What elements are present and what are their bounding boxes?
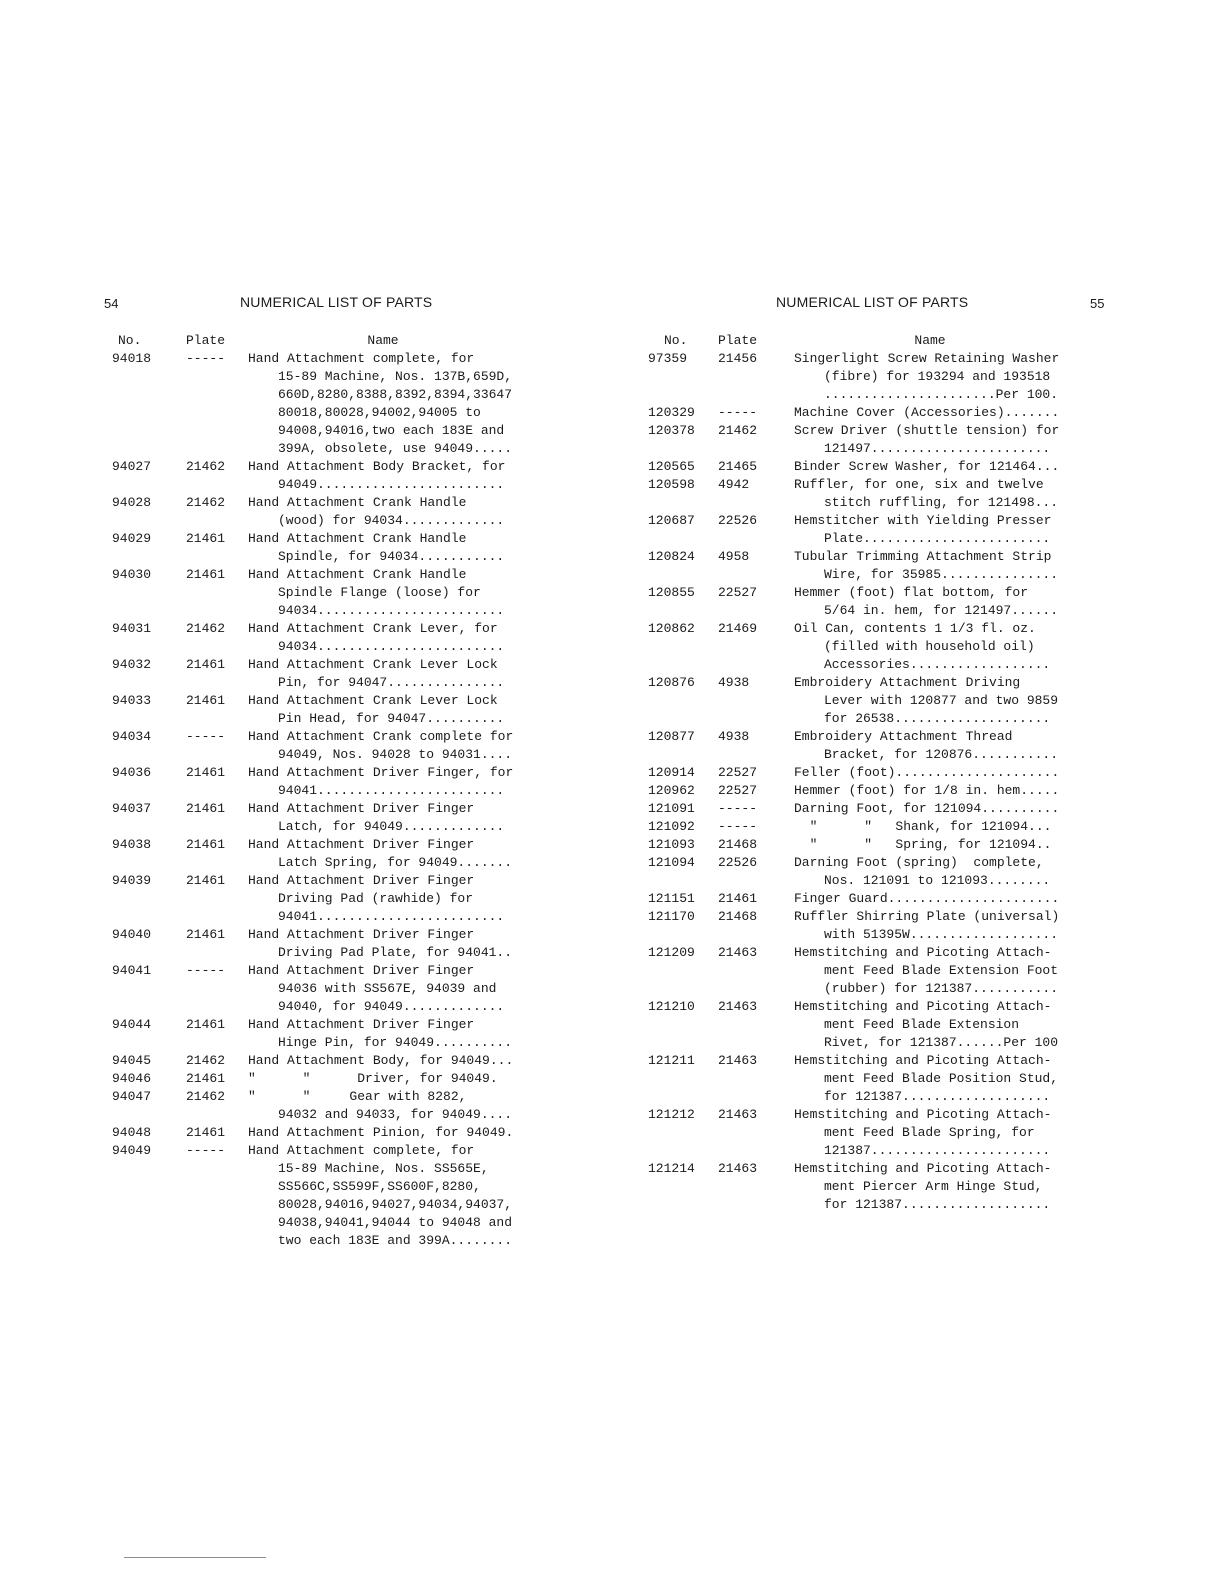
part-name-line: 94038,94041,94044 to 94048 and — [278, 1215, 513, 1230]
part-name-line: Hand Attachment Driver Finger — [248, 801, 475, 816]
table-row — [104, 1088, 518, 1124]
part-number: 94037 — [112, 801, 152, 816]
table-row — [644, 908, 1066, 944]
table-row — [644, 944, 1066, 998]
part-name-line: Hemstitching and Picoting Attach- — [794, 999, 1052, 1014]
part-number: 94038 — [112, 837, 152, 852]
part-name-line: " " Shank, for 121094... — [794, 819, 1052, 834]
table-row — [104, 530, 518, 566]
part-name-line: stitch ruffling, for 121498... — [824, 495, 1059, 510]
part-name — [248, 1052, 518, 1070]
part-name — [248, 962, 518, 1016]
part-number: 94044 — [112, 1017, 152, 1032]
part-name — [248, 1142, 518, 1250]
table-row — [644, 782, 1066, 800]
table-row — [104, 1052, 518, 1070]
part-name — [794, 476, 1066, 512]
part-name-line: 121387....................... — [824, 1143, 1051, 1158]
part-name-line: Hemstitching and Picoting Attach- — [794, 1161, 1052, 1176]
part-name — [248, 692, 518, 728]
part-name — [794, 1160, 1066, 1214]
part-number: 121094 — [648, 855, 695, 870]
part-number: 121214 — [648, 1161, 695, 1176]
header-name: Name — [914, 333, 946, 348]
part-name-line: " " Driver, for 94049. — [248, 1071, 498, 1086]
part-name-line: 94032 and 94033, for 94049.... — [278, 1107, 513, 1122]
part-name-line: two each 183E and 399A........ — [278, 1233, 513, 1248]
plate-number: 21461 — [186, 873, 226, 888]
part-number: 121092 — [648, 819, 695, 834]
header-no: No. — [118, 333, 142, 348]
part-name-line: Ruffler Shirring Plate (universal) — [794, 909, 1060, 924]
table-row — [644, 1160, 1066, 1214]
part-name — [248, 620, 518, 656]
plate-number: ----- — [718, 801, 758, 816]
part-name-line: Latch, for 94049............. — [278, 819, 505, 834]
plate-number: 21462 — [186, 459, 226, 474]
part-number: 94032 — [112, 657, 152, 672]
part-name-line: Hand Attachment Crank Lever Lock — [248, 693, 498, 708]
part-name-line: Hand Attachment Crank Handle — [248, 531, 467, 546]
part-number: 121210 — [648, 999, 695, 1014]
plate-number: 21463 — [718, 945, 758, 960]
part-name — [794, 422, 1066, 458]
part-name — [794, 944, 1066, 998]
part-name — [794, 800, 1066, 818]
part-number: 94047 — [112, 1089, 152, 1104]
table-row — [644, 548, 1066, 584]
table-row — [104, 494, 518, 530]
page-title: NUMERICAL LIST OF PARTS — [240, 294, 433, 310]
plate-number: 22526 — [718, 855, 758, 870]
part-name — [794, 890, 1066, 908]
table-body — [104, 350, 518, 1250]
page-number: 55 — [1090, 296, 1105, 311]
header-plate: Plate — [718, 333, 758, 348]
table-row — [644, 836, 1066, 854]
part-number: 94040 — [112, 927, 152, 942]
plate-number: 21462 — [186, 1053, 226, 1068]
table-row — [644, 764, 1066, 782]
plate-number: 21468 — [718, 909, 758, 924]
part-number: 121211 — [648, 1053, 695, 1068]
plate-number: 21461 — [186, 837, 226, 852]
part-number: 94046 — [112, 1071, 152, 1086]
part-name — [248, 494, 518, 530]
table-row — [104, 728, 518, 764]
part-number: 120329 — [648, 405, 695, 420]
table-row — [104, 1142, 518, 1250]
part-number: 120862 — [648, 621, 695, 636]
plate-number: 21456 — [718, 351, 758, 366]
part-number: 120687 — [648, 513, 695, 528]
part-name-line: Rivet, for 121387......Per 100 — [824, 1035, 1059, 1050]
plate-number: 22527 — [718, 765, 758, 780]
part-name-line: 399A, obsolete, use 94049..... — [278, 441, 513, 456]
part-name-line: 94041........................ — [278, 783, 505, 798]
part-name — [248, 800, 518, 836]
part-number: 120598 — [648, 477, 695, 492]
part-number: 97359 — [648, 351, 688, 366]
plate-number: ----- — [186, 1143, 226, 1158]
footer-rule — [124, 1557, 266, 1558]
part-name — [248, 1124, 518, 1142]
table-row — [644, 584, 1066, 620]
part-name-line: Hand Attachment Driver Finger, for — [248, 765, 514, 780]
part-name — [248, 926, 518, 962]
table-row — [644, 620, 1066, 674]
part-number: 94033 — [112, 693, 152, 708]
page-number: 54 — [104, 296, 119, 311]
part-name-line: Lever with 120877 and two 9859 — [824, 693, 1059, 708]
part-number: 121151 — [648, 891, 695, 906]
part-name-line: Hand Attachment Crank Lever Lock — [248, 657, 498, 672]
part-name-line: (fibre) for 193294 and 193518 — [824, 369, 1051, 384]
plate-number: 4938 — [718, 675, 750, 690]
plate-number: ----- — [186, 729, 226, 744]
plate-number: 21462 — [718, 423, 758, 438]
table-row — [104, 836, 518, 872]
plate-number: 22527 — [718, 783, 758, 798]
part-name-line: " " Gear with 8282, — [248, 1089, 467, 1104]
plate-number: 21461 — [186, 1125, 226, 1140]
part-name — [248, 656, 518, 692]
part-number: 94045 — [112, 1053, 152, 1068]
table-header — [644, 332, 1066, 349]
part-name-line: Oil Can, contents 1 1/3 fl. oz. — [794, 621, 1036, 636]
part-name-line: Hand Attachment complete, for — [248, 1143, 475, 1158]
part-name — [794, 908, 1066, 944]
part-name-line: Pin Head, for 94047.......... — [278, 711, 505, 726]
table-row — [644, 404, 1066, 422]
part-number: 94041 — [112, 963, 152, 978]
part-name-line: (rubber) for 121387........... — [824, 981, 1059, 996]
part-name-line: Hand Attachment complete, for — [248, 351, 475, 366]
part-name — [794, 1106, 1066, 1160]
part-name-line: Embroidery Attachment Driving — [794, 675, 1021, 690]
part-number: 120877 — [648, 729, 695, 744]
part-name-line: 94034........................ — [278, 603, 505, 618]
part-name-line: Hand Attachment Driver Finger — [248, 927, 475, 942]
part-name-line: Hemstitching and Picoting Attach- — [794, 945, 1052, 960]
plate-number: 21461 — [186, 567, 226, 582]
part-name-line: Driving Pad Plate, for 94041.. — [278, 945, 513, 960]
part-name-line: 660D,8280,8388,8392,8394,33647 — [278, 387, 513, 402]
part-number: 94049 — [112, 1143, 152, 1158]
part-name-line: Hemmer (foot) flat bottom, for — [794, 585, 1029, 600]
plate-number: 21465 — [718, 459, 758, 474]
part-name — [248, 728, 518, 764]
part-name-line: Hand Attachment Body, for 94049... — [248, 1053, 514, 1068]
part-name-line: Hand Attachment Crank complete for — [248, 729, 514, 744]
part-number: 120855 — [648, 585, 695, 600]
part-name-line: Hand Attachment Driver Finger — [248, 837, 475, 852]
table-row — [104, 1016, 518, 1052]
part-number: 121091 — [648, 801, 695, 816]
header-plate: Plate — [186, 333, 226, 348]
parts-table — [644, 332, 1066, 1214]
table-row — [644, 512, 1066, 548]
page-title: NUMERICAL LIST OF PARTS — [776, 294, 969, 310]
table-row — [104, 692, 518, 728]
part-name-line: Pin, for 94047............... — [278, 675, 505, 690]
part-name-line: ment Feed Blade Extension Foot — [824, 963, 1059, 978]
part-name — [794, 350, 1066, 404]
plate-number: 21462 — [186, 495, 226, 510]
part-number: 94048 — [112, 1125, 152, 1140]
plate-number: 21463 — [718, 1107, 758, 1122]
part-name-line: with 51395W................... — [824, 927, 1059, 942]
plate-number: 21468 — [718, 837, 758, 852]
part-number: 121212 — [648, 1107, 695, 1122]
part-name-line: Hemstitcher with Yielding Presser — [794, 513, 1052, 528]
plate-number: 21461 — [186, 765, 226, 780]
part-name-line: ment Feed Blade Extension — [824, 1017, 1020, 1032]
part-name-line: 15-89 Machine, Nos. 137B,659D, — [278, 369, 513, 384]
table-row — [644, 728, 1066, 764]
plate-number: 21469 — [718, 621, 758, 636]
plate-number: ----- — [718, 405, 758, 420]
part-name-line: 94041........................ — [278, 909, 505, 924]
part-number: 94029 — [112, 531, 152, 546]
table-row — [644, 818, 1066, 836]
plate-number: 21461 — [186, 1017, 226, 1032]
part-number: 121093 — [648, 837, 695, 852]
table-row — [644, 674, 1066, 728]
part-name-line: Tubular Trimming Attachment Strip — [794, 549, 1052, 564]
part-name-line: 15-89 Machine, Nos. SS565E, — [278, 1161, 489, 1176]
part-number: 120914 — [648, 765, 695, 780]
plate-number: 21461 — [186, 1071, 226, 1086]
part-name — [248, 1070, 518, 1088]
plate-number: 21461 — [186, 531, 226, 546]
part-name-line: for 121387................... — [824, 1089, 1051, 1104]
plate-number: 21463 — [718, 1053, 758, 1068]
part-name-line: 121497....................... — [824, 441, 1051, 456]
part-number: 120565 — [648, 459, 695, 474]
plate-number: 21461 — [186, 927, 226, 942]
part-name-line: (filled with household oil) — [824, 639, 1035, 654]
part-name-line: Screw Driver (shuttle tension) for — [794, 423, 1060, 438]
part-number: 94039 — [112, 873, 152, 888]
part-number: 94036 — [112, 765, 152, 780]
part-name-line: Hand Attachment Crank Lever, for — [248, 621, 498, 636]
part-number: 120962 — [648, 783, 695, 798]
parts-table — [104, 332, 518, 1250]
part-name-line: Binder Screw Washer, for 121464... — [794, 459, 1060, 474]
part-name-line: Accessories.................. — [824, 657, 1051, 672]
part-name — [794, 764, 1066, 782]
plate-number: 21461 — [186, 657, 226, 672]
part-name-line: Latch Spring, for 94049....... — [278, 855, 513, 870]
part-name-line: Feller (foot)..................... — [794, 765, 1060, 780]
part-name-line: Hand Attachment Driver Finger — [248, 873, 475, 888]
part-name-line: 94049........................ — [278, 477, 505, 492]
table-row — [644, 350, 1066, 404]
part-number: 94034 — [112, 729, 152, 744]
part-name-line: Hand Attachment Pinion, for 94049. — [248, 1125, 514, 1140]
table-row — [644, 422, 1066, 458]
part-number: 94027 — [112, 459, 152, 474]
plate-number: 21463 — [718, 1161, 758, 1176]
part-name — [248, 530, 518, 566]
table-body — [644, 350, 1066, 1214]
table-row — [644, 1106, 1066, 1160]
table-row — [104, 872, 518, 926]
part-name-line: Machine Cover (Accessories)....... — [794, 405, 1060, 420]
part-name-line: Driving Pad (rawhide) for — [278, 891, 474, 906]
plate-number: ----- — [186, 351, 226, 366]
table-row — [644, 854, 1066, 890]
part-name-line: Darning Foot, for 121094.......... — [794, 801, 1060, 816]
part-number: 120876 — [648, 675, 695, 690]
part-name — [248, 350, 518, 458]
part-name-line: Hand Attachment Driver Finger — [248, 963, 475, 978]
part-name-line: Hand Attachment Crank Handle — [248, 567, 467, 582]
part-number: 94018 — [112, 351, 152, 366]
part-name-line: Finger Guard...................... — [794, 891, 1060, 906]
plate-number: 21461 — [718, 891, 758, 906]
part-name-line: (wood) for 94034............. — [278, 513, 505, 528]
part-name — [794, 404, 1066, 422]
part-name — [248, 1016, 518, 1052]
plate-number: 21462 — [186, 621, 226, 636]
part-name-line: Spindle, for 94034........... — [278, 549, 505, 564]
table-row — [104, 458, 518, 494]
table-row — [104, 566, 518, 620]
part-name-line: 94049, Nos. 94028 to 94031.... — [278, 747, 513, 762]
part-name — [794, 998, 1066, 1052]
table-row — [104, 1124, 518, 1142]
part-name — [794, 584, 1066, 620]
part-name-line: ment Piercer Arm Hinge Stud, — [824, 1179, 1043, 1194]
part-name-line: Spindle Flange (loose) for — [278, 585, 481, 600]
part-name-line: Hand Attachment Crank Handle — [248, 495, 467, 510]
part-name — [794, 1052, 1066, 1106]
plate-number: ----- — [718, 819, 758, 834]
part-name-line: Ruffler, for one, six and twelve — [794, 477, 1044, 492]
table-row — [644, 800, 1066, 818]
table-row — [644, 458, 1066, 476]
part-name-line: 94036 with SS567E, 94039 and — [278, 981, 497, 996]
table-row — [104, 764, 518, 800]
part-name-line: SS566C,SS599F,SS600F,8280, — [278, 1179, 481, 1194]
part-name-line: Hemstitching and Picoting Attach- — [794, 1053, 1052, 1068]
part-number: 121170 — [648, 909, 695, 924]
part-name-line: Hinge Pin, for 94049.......... — [278, 1035, 513, 1050]
part-name — [794, 818, 1066, 836]
part-name-line: for 26538.................... — [824, 711, 1051, 726]
part-name-line: 94034........................ — [278, 639, 505, 654]
header-no: No. — [664, 333, 688, 348]
part-name — [794, 458, 1066, 476]
part-name — [248, 1088, 518, 1124]
part-name-line: 94008,94016,two each 183E and — [278, 423, 505, 438]
part-name-line: Darning Foot (spring) complete, — [794, 855, 1044, 870]
part-name-line: " " Spring, for 121094.. — [794, 837, 1052, 852]
part-name — [794, 782, 1066, 800]
plate-number: 4958 — [718, 549, 750, 564]
part-name-line: Plate........................ — [824, 531, 1051, 546]
table-row — [104, 656, 518, 692]
part-number: 121209 — [648, 945, 695, 960]
part-name-line: Hand Attachment Driver Finger — [248, 1017, 475, 1032]
part-name — [248, 764, 518, 800]
part-name-line: Wire, for 35985............... — [824, 567, 1059, 582]
plate-number: 21463 — [718, 999, 758, 1014]
table-row — [104, 620, 518, 656]
plate-number: 21461 — [186, 801, 226, 816]
part-name-line: 5/64 in. hem, for 121497...... — [824, 603, 1059, 618]
part-name — [794, 512, 1066, 548]
part-name-line: ......................Per 100. — [824, 387, 1059, 402]
table-row — [104, 1070, 518, 1088]
table-row — [644, 1052, 1066, 1106]
plate-number: 21462 — [186, 1089, 226, 1104]
part-number: 94031 — [112, 621, 152, 636]
plate-number: ----- — [186, 963, 226, 978]
part-name — [248, 566, 518, 620]
part-name-line: Hand Attachment Body Bracket, for — [248, 459, 506, 474]
table-row — [104, 350, 518, 458]
part-name-line: ment Feed Blade Position Stud, — [824, 1071, 1059, 1086]
table-row — [644, 998, 1066, 1052]
plate-number: 21461 — [186, 693, 226, 708]
table-row — [104, 800, 518, 836]
part-name-line: Singerlight Screw Retaining Washer — [794, 351, 1060, 366]
part-name — [794, 836, 1066, 854]
part-name — [794, 854, 1066, 890]
part-number: 94030 — [112, 567, 152, 582]
part-number: 120378 — [648, 423, 695, 438]
table-header — [104, 332, 518, 349]
part-name — [248, 458, 518, 494]
part-name-line: 80028,94016,94027,94034,94037, — [278, 1197, 513, 1212]
part-name — [794, 548, 1066, 584]
part-name-line: Hemmer (foot) for 1/8 in. hem..... — [794, 783, 1060, 798]
table-row — [104, 962, 518, 1016]
part-number: 120824 — [648, 549, 695, 564]
plate-number: 22527 — [718, 585, 758, 600]
table-row — [104, 926, 518, 962]
part-name — [794, 620, 1066, 674]
plate-number: 4942 — [718, 477, 750, 492]
part-name — [794, 674, 1066, 728]
part-name-line: 80018,80028,94002,94005 to — [278, 405, 481, 420]
part-name-line: Embroidery Attachment Thread — [794, 729, 1013, 744]
header-name: Name — [367, 333, 399, 348]
part-number: 94028 — [112, 495, 152, 510]
part-name-line: Hemstitching and Picoting Attach- — [794, 1107, 1052, 1122]
plate-number: 4938 — [718, 729, 750, 744]
part-name — [794, 728, 1066, 764]
part-name — [248, 836, 518, 872]
table-row — [644, 476, 1066, 512]
part-name-line: Bracket, for 120876........... — [824, 747, 1059, 762]
plate-number: 22526 — [718, 513, 758, 528]
part-name-line: ment Feed Blade Spring, for — [824, 1125, 1035, 1140]
table-row — [644, 890, 1066, 908]
part-name-line: 94040, for 94049............. — [278, 999, 505, 1014]
part-name-line: Nos. 121091 to 121093........ — [824, 873, 1051, 888]
part-name — [248, 872, 518, 926]
part-name-line: for 121387................... — [824, 1197, 1051, 1212]
